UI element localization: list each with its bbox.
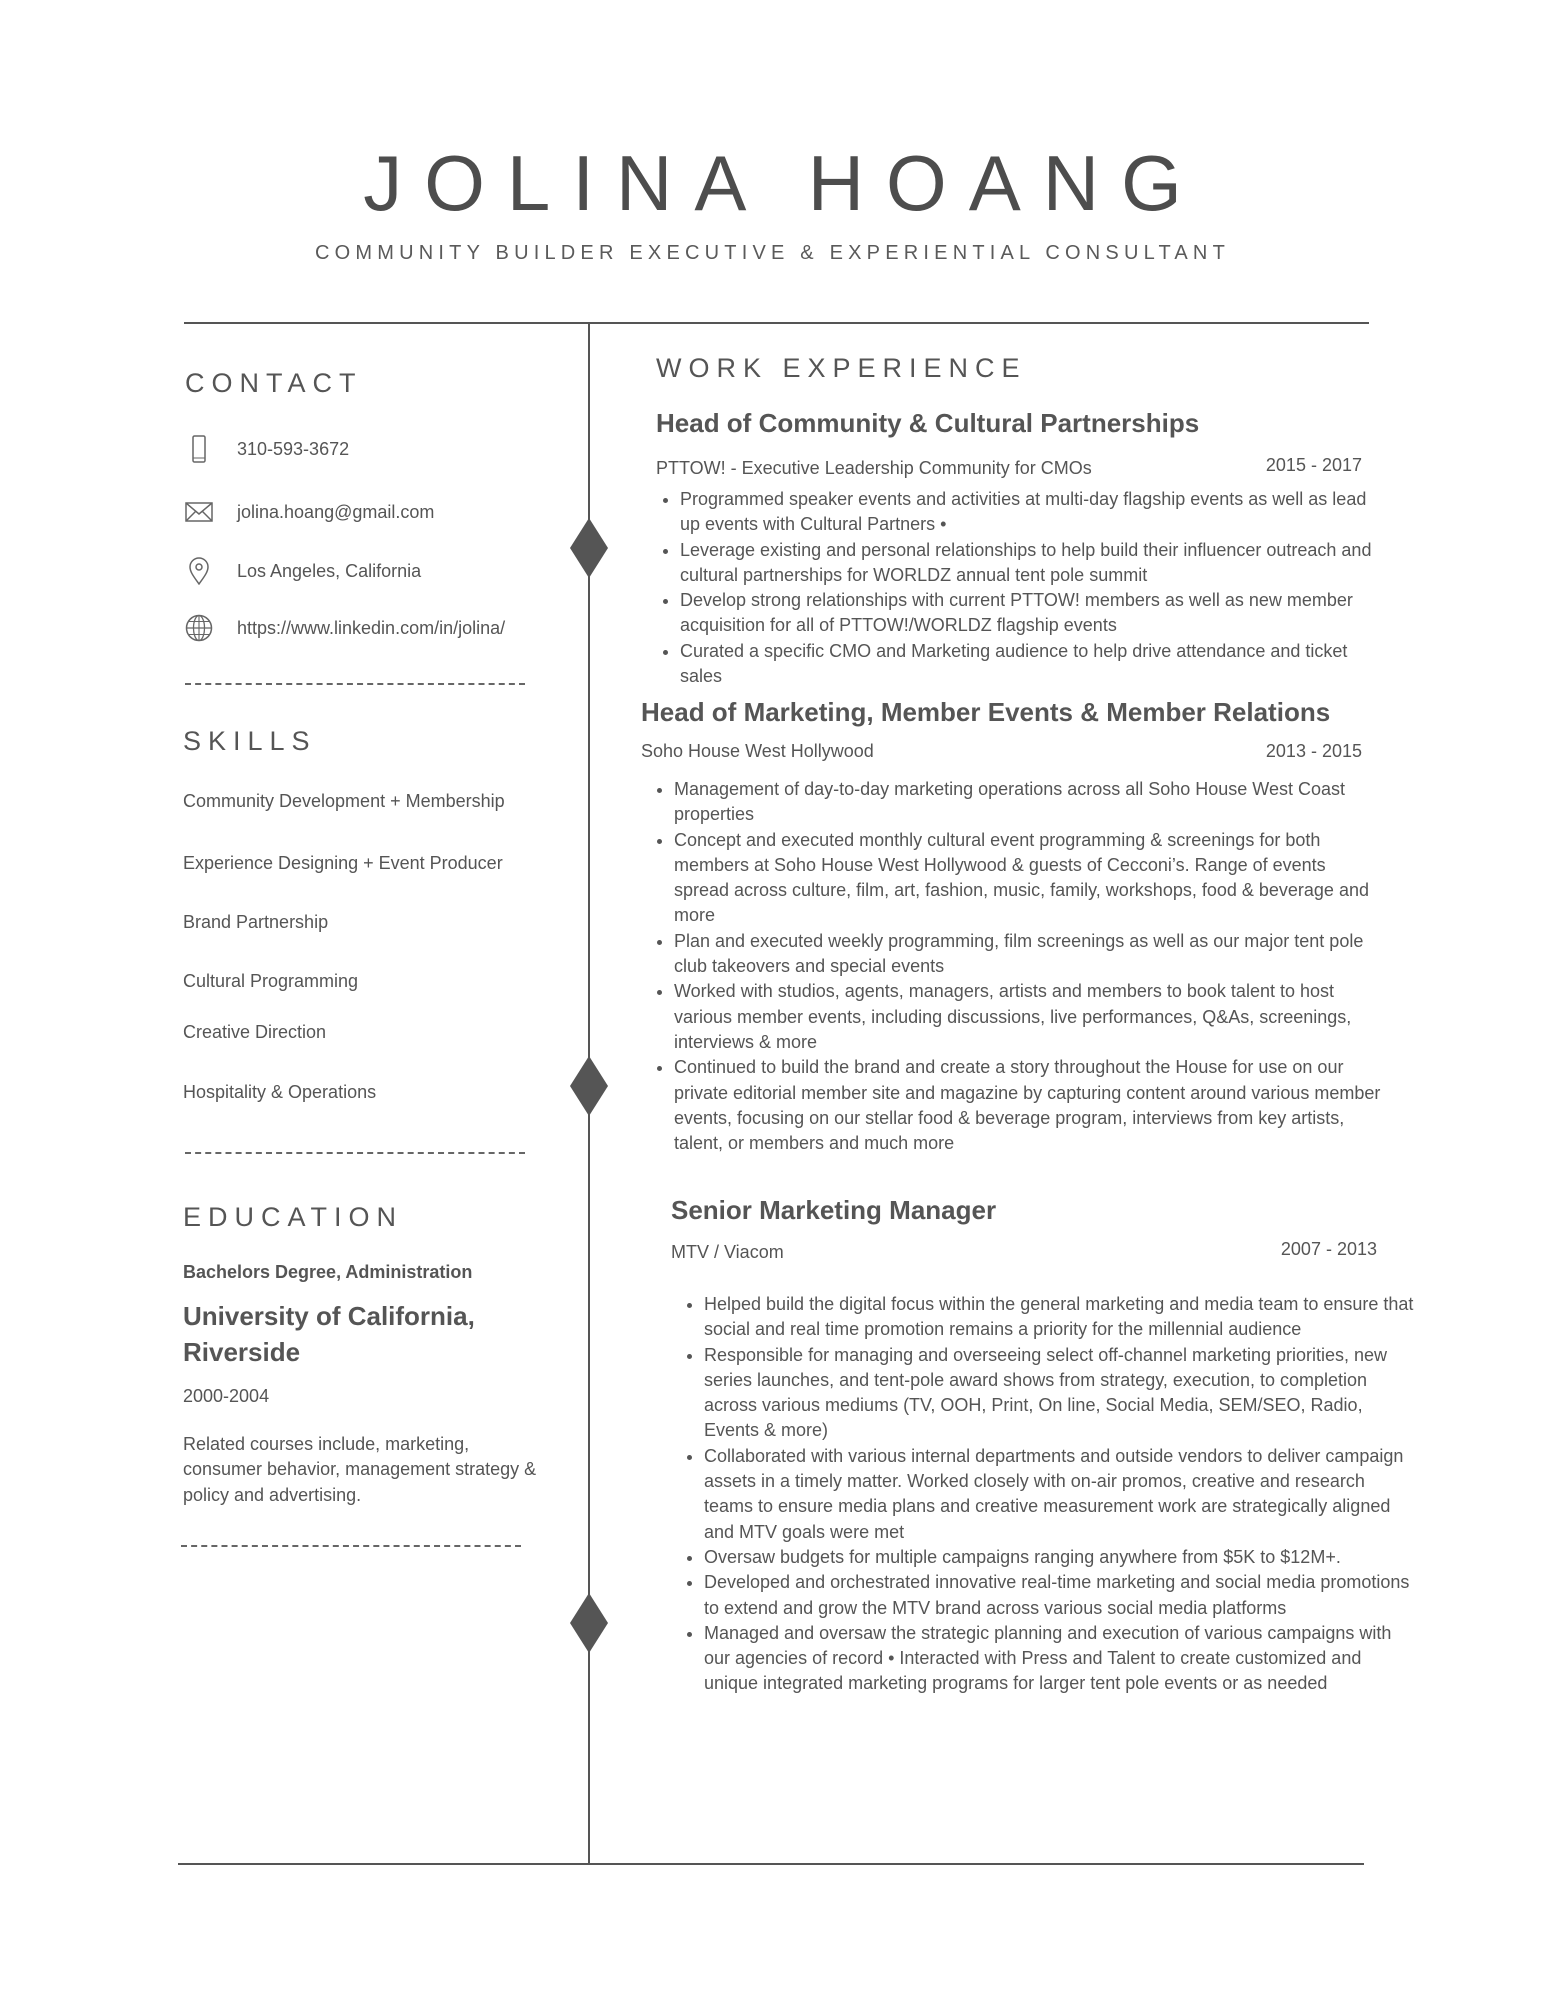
job-company: Soho House West Hollywood bbox=[641, 741, 874, 761]
skill-item: Hospitality & Operations bbox=[183, 1082, 377, 1102]
location-pin-icon bbox=[185, 557, 213, 585]
job-bullets bbox=[650, 777, 1384, 1156]
skill-item: Cultural Programming bbox=[183, 971, 359, 991]
education-description: Related courses include, marketing, consumer behavior, management strategy & policy and advertising. bbox=[183, 1434, 537, 1505]
skill-item: Experience Designing + Event Producer bbox=[183, 853, 503, 873]
education-years: 2000-2004 bbox=[183, 1386, 270, 1406]
list-item: • Responsible for managing and overseeing select off-channel marketing priorities, new series launches, and tent-pole award shows from strategy, execution, to completion across various mediums (TV, OOH, Print, On line, Social Media, SEM/SEO, Radio, Events & more) bbox=[704, 1343, 1414, 1444]
job-title: Senior Marketing Manager bbox=[671, 1195, 997, 1225]
list-item: • Leverage existing and personal relationships to help build their influencer outreach and cultural partnerships for WORLDZ annual tent pole summit bbox=[680, 538, 1390, 589]
job-company: MTV / Viacom bbox=[671, 1242, 784, 1262]
list-item: • Plan and executed weekly programming, film screenings as well as our major tent pole club takeovers and special events bbox=[674, 929, 1384, 980]
job-bullets bbox=[656, 487, 1390, 689]
list-item: • Develop strong relationships with current PTTOW! members as well as new member acquisition for all of PTTOW!/WORLDZ flagship events bbox=[680, 588, 1390, 639]
skill-item: Creative Direction bbox=[183, 1022, 327, 1042]
education-heading: EDUCATION bbox=[183, 1202, 404, 1232]
top-divider bbox=[184, 322, 1369, 324]
list-item: • Programmed speaker events and activities at multi-day flagship events as well as lead up events with Cultural Partners • bbox=[680, 487, 1390, 538]
list-item: • Oversaw budgets for multiple campaigns ranging anywhere from $5K to $12M+. bbox=[704, 1545, 1414, 1570]
contact-heading: CONTACT bbox=[185, 368, 363, 398]
phone-icon bbox=[185, 435, 213, 463]
list-item: • Curated a specific CMO and Marketing audience to help drive attendance and ticket sales bbox=[680, 639, 1390, 690]
job-title: Head of Community & Cultural Partnerships bbox=[656, 408, 1200, 438]
diamond-marker-1 bbox=[570, 518, 608, 578]
contact-location bbox=[185, 555, 421, 587]
skill-item: Community Development + Membership bbox=[183, 791, 505, 811]
bottom-divider bbox=[178, 1863, 1364, 1865]
list-item: • Developed and orchestrated innovative real-time marketing and social media promotions to extend and grow the MTV brand across various social media platforms bbox=[704, 1570, 1414, 1621]
skills-heading: SKILLS bbox=[183, 726, 317, 756]
resume-subtitle: COMMUNITY BUILDER EXECUTIVE & EXPERIENTIAL CONSULTANT bbox=[315, 242, 1230, 264]
globe-icon bbox=[185, 614, 213, 642]
job-dates: 2013 - 2015 bbox=[1265, 741, 1362, 761]
work-heading: WORK EXPERIENCE bbox=[656, 353, 1027, 383]
contact-website bbox=[185, 612, 505, 644]
envelope-icon bbox=[185, 498, 213, 526]
list-item: • Concept and executed monthly cultural event programming & screenings for both members at Soho House West Hollywood & guests of Cecconi’s. Range of events spread across culture, film, art, fashion, music, family, workshops, food & beverage and more bbox=[674, 828, 1384, 929]
contact-email bbox=[185, 496, 434, 528]
diamond-marker-3 bbox=[570, 1593, 608, 1653]
job-company: PTTOW! - Executive Leadership Community for CMOs bbox=[656, 458, 1092, 478]
contact-location-text: Los Angeles, California bbox=[237, 560, 422, 581]
list-item: • Collaborated with various internal departments and outside vendors to deliver campaign assets in a timely matter. Worked closely with on-air promos, creative and research teams to ensure media plans and creative measurement work are strategically aligned and MTV goals were met bbox=[704, 1444, 1414, 1545]
contact-phone bbox=[185, 433, 349, 465]
job-dates: 2015 - 2017 bbox=[1265, 455, 1362, 475]
contact-phone-text: 310-593-3672 bbox=[237, 438, 350, 459]
list-item: • Worked with studios, agents, managers, artists and members to book talent to host various member events, including discussions, live performances, Q&As, screenings, interviews & more bbox=[674, 979, 1384, 1055]
contact-divider bbox=[185, 683, 525, 685]
list-item: • Managed and oversaw the strategic planning and execution of various campaigns with our agencies of record • Interacted with Press and Talent to create customized and unique integrated marketing programs for larger tent pole events or as needed bbox=[704, 1621, 1414, 1697]
job-dates: 2007 - 2013 bbox=[1280, 1239, 1377, 1259]
resume-name: JOLINA HOANG bbox=[363, 139, 1204, 227]
contact-email-text[interactable]: jolina.hoang@gmail.com bbox=[237, 501, 435, 522]
list-item: • Management of day-to-day marketing operations across all Soho House West Coast properties bbox=[674, 777, 1384, 828]
skills-divider bbox=[185, 1152, 525, 1154]
contact-website-link[interactable]: https://www.linkedin.com/in/jolina/ bbox=[237, 617, 506, 638]
job-title: Head of Marketing, Member Events & Member Relations bbox=[641, 697, 1331, 727]
list-item: • Helped build the digital focus within the general marketing and media team to ensure that social and real time promotion remains a priority for the millennial audience bbox=[704, 1292, 1414, 1343]
education-divider bbox=[181, 1545, 521, 1547]
skill-item: Brand Partnership bbox=[183, 912, 329, 932]
list-item: • Continued to build the brand and create a story throughout the House for use on our private editorial member site and magazine by capturing content around various member events, focusing on our stellar food & beverage program, interviews from key artists, talent, or members and much more bbox=[674, 1055, 1384, 1156]
education-school: University of California, Riverside bbox=[183, 1301, 475, 1367]
diamond-marker-2 bbox=[570, 1056, 608, 1116]
education-degree: Bachelors Degree, Administration bbox=[183, 1262, 473, 1282]
job-bullets bbox=[680, 1292, 1414, 1697]
